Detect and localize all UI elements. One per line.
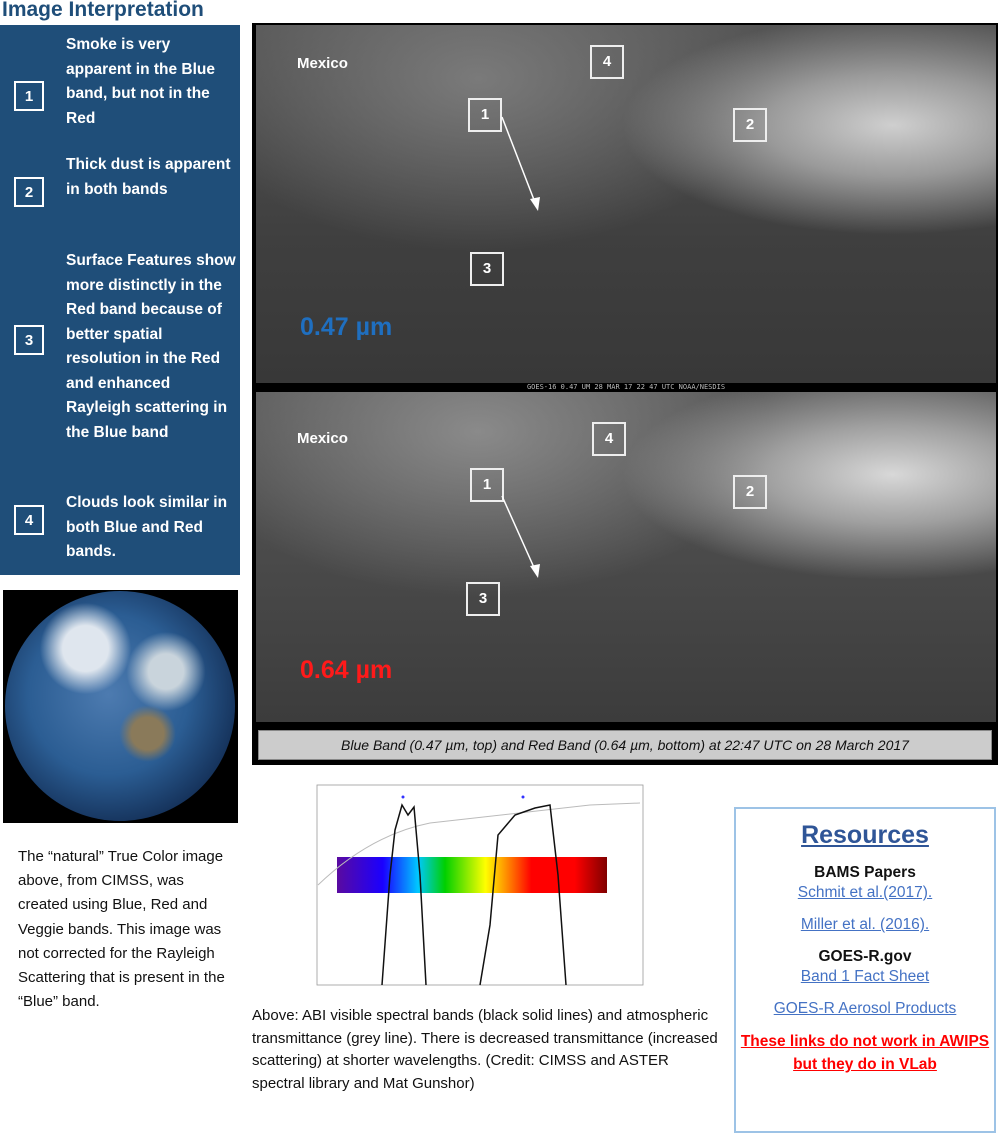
- bams-heading: BAMS Papers: [814, 864, 916, 881]
- interpretation-panel: [0, 25, 240, 575]
- region-label: Mexico: [297, 55, 348, 72]
- schmit-2017-link[interactable]: Schmit et al.(2017).: [797, 884, 933, 901]
- satellite-imagery-frame: [252, 23, 998, 765]
- band-label-blue: 0.47 µm: [300, 313, 393, 341]
- image-metadata-strip: GOES-16 0.47 UM 28 MAR 17 22 47 UTC NOAA/NESDIS: [256, 383, 996, 392]
- spectral-response-chart: [290, 775, 670, 1000]
- page-title: Image Interpretation: [2, 0, 204, 21]
- chart-caption: Above: ABI visible spectral bands (black solid lines) and atmospheric transmittance (grey line). There is decreased transmittance (increased scattering) at shorter wavelengths. (Credit: CIMSS and ASTER spectral library and Mat Gunshor): [252, 1007, 718, 1092]
- item-number: 1: [14, 81, 44, 111]
- marker-1: 1: [468, 98, 502, 132]
- blue-band-image: [256, 25, 996, 383]
- band1-fact-sheet-link[interactable]: Band 1 Fact Sheet: [800, 968, 930, 985]
- marker-1: 1: [470, 468, 504, 502]
- true-color-earth-image: [3, 590, 238, 823]
- marker-2: 2: [733, 475, 767, 509]
- region-label: Mexico: [297, 430, 348, 447]
- goes-heading: GOES-R.gov: [818, 948, 912, 965]
- earth-caption: The “natural” True Color image above, from CIMSS, was created using Blue, Red and Veggie bands. This image was not corrected for the Rayleigh Scattering that is present in the “Blue” band.: [18, 848, 225, 1011]
- red-band-image: [256, 392, 996, 722]
- item-number: 2: [14, 177, 44, 207]
- imagery-caption: Blue Band (0.47 µm, top) and Red Band (0.64 µm, bottom) at 22:47 UTC on 28 March 2017: [258, 730, 992, 760]
- marker-3: 3: [470, 252, 504, 286]
- resources-heading: Resources: [801, 821, 929, 849]
- item-text: Clouds look similar in both Blue and Red bands.: [66, 494, 228, 560]
- item-number: 4: [14, 505, 44, 535]
- item-text: Thick dust is apparent in both bands: [66, 156, 231, 198]
- earth-globe: [5, 591, 235, 821]
- links-warning: These links do not work in AWIPS but they do in VLab: [740, 1033, 990, 1073]
- band-label-red: 0.64 µm: [300, 656, 393, 684]
- marker-4: 4: [590, 45, 624, 79]
- marker-4: 4: [592, 422, 626, 456]
- resources-box: [734, 807, 996, 1133]
- item-number: 3: [14, 325, 44, 355]
- aerosol-products-link[interactable]: GOES-R Aerosol Products: [773, 1000, 957, 1017]
- miller-2016-link[interactable]: Miller et al. (2016).: [800, 916, 930, 933]
- item-text: Surface Features show more distinctly in the Red band because of better spatial resolution in the Red and enhanced Rayleigh scattering in the Blue band: [66, 252, 236, 441]
- marker-3: 3: [466, 582, 500, 616]
- marker-2: 2: [733, 108, 767, 142]
- item-text: Smoke is very apparent in the Blue band, but not in the Red: [66, 36, 215, 127]
